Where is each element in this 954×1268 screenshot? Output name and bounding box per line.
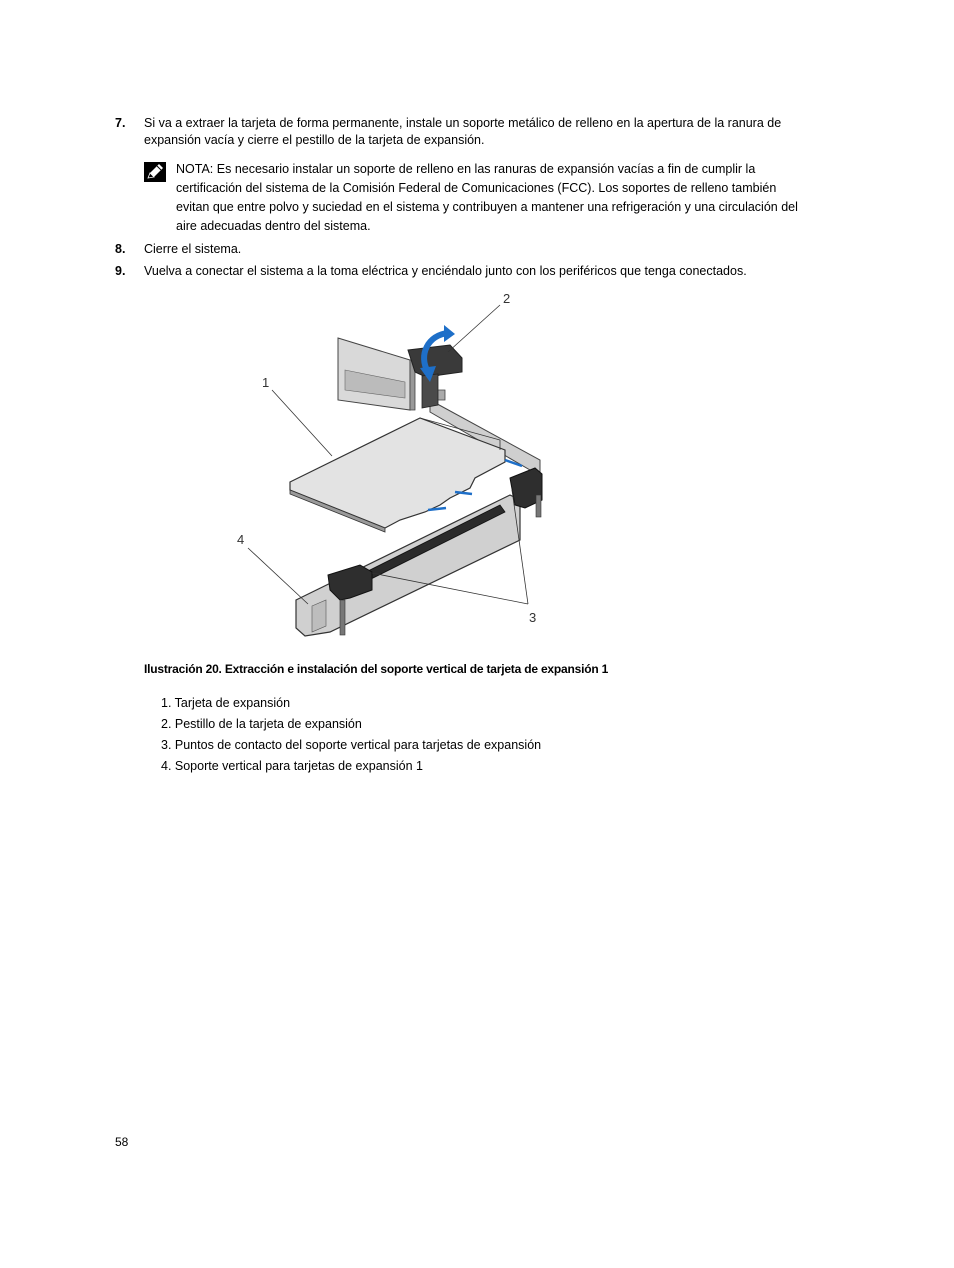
note-text [176,160,812,236]
callout-2: 2 [503,291,511,306]
figure-caption: Ilustración 20. Extracción e instalación del soporte vertical de tarjeta de expansión 1 [144,662,609,676]
callout-1: 1 [262,375,270,390]
step-number: 8. [115,242,126,256]
step-text: Si va a extraer la tarjeta de forma permanente, instale un soporte metálico de relleno en la apertura de la ranura de expansión vacía y cierre el pestillo de la tarjeta de expansión. [144,116,782,147]
callout-3: 3 [529,610,537,625]
pencil-note-icon [144,162,166,182]
step-number: 7. [115,116,126,130]
step-text: Vuelva a conectar el sistema a la toma eléctrica y enciéndalo junto con los periféricos que tenga conectados. [144,264,747,278]
legend-item: 3. Puntos de contacto del soporte vertical para tarjetas de expansión [161,738,542,752]
step-number: 9. [115,264,126,278]
page-number: 58 [115,1135,129,1149]
step-text: Cierre el sistema. [144,242,242,256]
riser-illustration [230,285,560,645]
legend-item: 1. Tarjeta de expansión [161,696,291,710]
figure-legend [161,693,541,777]
callout-4: 4 [237,532,245,547]
legend-item: 2. Pestillo de la tarjeta de expansión [161,717,362,731]
note-body: Es necesario instalar un soporte de relleno en las ranuras de expansión vacías a fin de cumplir la certificación del sistema de la Comisión Federal de Comunicaciones (FCC). Los soportes de relleno también evitan que entre polvo y suciedad en el sistema y contribuyen a mantener una refrigeración y una circulación del aire adecuadas dentro del sistema. [176,162,798,233]
chassis-wall [338,338,415,410]
note-label: NOTA: [176,162,214,176]
legend-item: 4. Soporte vertical para tarjetas de expansión 1 [161,759,423,773]
expansion-card-latch [408,345,462,408]
